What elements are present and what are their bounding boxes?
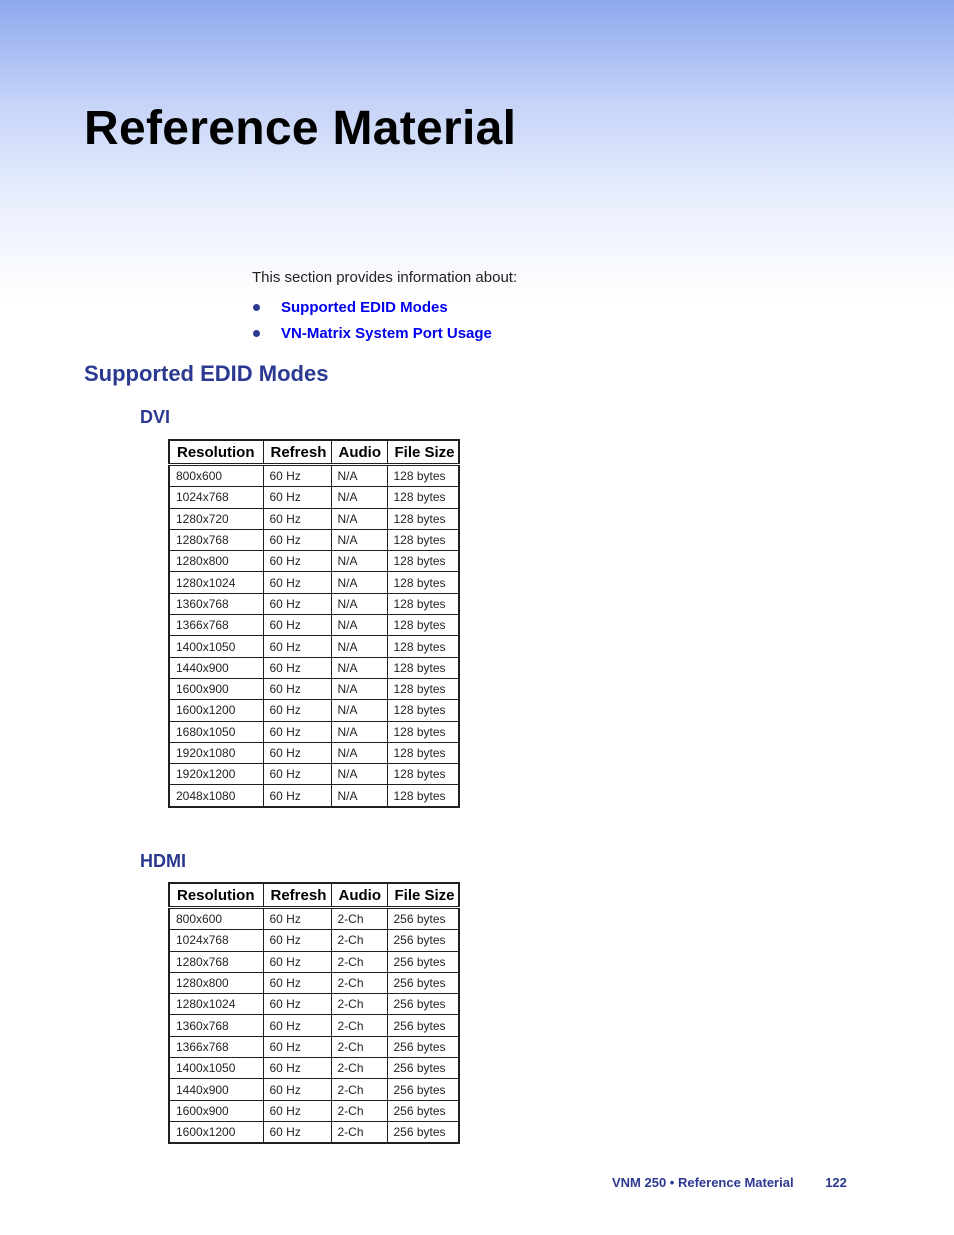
cell-refresh: 60 Hz: [263, 700, 331, 721]
cell-file-size: 128 bytes: [387, 764, 459, 785]
cell-audio: N/A: [331, 551, 387, 572]
header-audio: Audio: [331, 440, 387, 465]
cell-audio: 2-Ch: [331, 1036, 387, 1057]
cell-file-size: 128 bytes: [387, 742, 459, 763]
cell-refresh: 60 Hz: [263, 551, 331, 572]
hdmi-heading: HDMI: [140, 851, 186, 871]
cell-refresh: 60 Hz: [263, 785, 331, 807]
cell-refresh: 60 Hz: [263, 1121, 331, 1143]
cell-refresh: 60 Hz: [263, 1100, 331, 1121]
cell-refresh: 60 Hz: [263, 636, 331, 657]
header-refresh: Refresh: [263, 440, 331, 465]
cell-refresh: 60 Hz: [263, 930, 331, 951]
table-row: [169, 721, 459, 742]
intro-text: This section provides information about:: [252, 269, 518, 286]
cell-resolution: 800x600: [169, 908, 263, 930]
cell-resolution: 1360x768: [169, 593, 263, 614]
table-row: [169, 994, 459, 1015]
cell-file-size: 128 bytes: [387, 785, 459, 807]
bullet-icon: [253, 304, 260, 311]
cell-audio: 2-Ch: [331, 930, 387, 951]
cell-refresh: 60 Hz: [263, 465, 331, 487]
table-row: [169, 551, 459, 572]
table-row: [169, 908, 459, 930]
cell-refresh: 60 Hz: [263, 951, 331, 972]
cell-resolution: 800x600: [169, 465, 263, 487]
cell-resolution: 1280x1024: [169, 994, 263, 1015]
table-row: [169, 1121, 459, 1143]
list-item: [252, 320, 492, 346]
cell-file-size: 256 bytes: [387, 1079, 459, 1100]
header-refresh: Refresh: [263, 883, 331, 908]
table-row: [169, 1100, 459, 1121]
table-row: [169, 951, 459, 972]
cell-file-size: 128 bytes: [387, 615, 459, 636]
table-row: [169, 930, 459, 951]
cell-resolution: 1440x900: [169, 1079, 263, 1100]
cell-file-size: 128 bytes: [387, 721, 459, 742]
cell-resolution: 1680x1050: [169, 721, 263, 742]
bullet-icon: [253, 330, 260, 337]
cell-resolution: 1366x768: [169, 615, 263, 636]
header-resolution: Resolution: [169, 440, 263, 465]
cell-audio: N/A: [331, 657, 387, 678]
cell-file-size: 256 bytes: [387, 1121, 459, 1143]
cell-refresh: 60 Hz: [263, 593, 331, 614]
table-row: [169, 1079, 459, 1100]
header-file-size: File Size: [387, 440, 459, 465]
table-row: [169, 572, 459, 593]
cell-audio: N/A: [331, 593, 387, 614]
table-row: [169, 678, 459, 699]
cell-file-size: 128 bytes: [387, 487, 459, 508]
cell-refresh: 60 Hz: [263, 1036, 331, 1057]
cell-file-size: 256 bytes: [387, 972, 459, 993]
cell-audio: N/A: [331, 742, 387, 763]
cell-file-size: 256 bytes: [387, 951, 459, 972]
cell-resolution: 1920x1080: [169, 742, 263, 763]
cell-resolution: 1920x1200: [169, 764, 263, 785]
table-row: [169, 615, 459, 636]
cell-audio: 2-Ch: [331, 951, 387, 972]
cell-audio: 2-Ch: [331, 972, 387, 993]
cell-refresh: 60 Hz: [263, 508, 331, 529]
table-row: [169, 1015, 459, 1036]
cell-audio: N/A: [331, 572, 387, 593]
cell-file-size: 256 bytes: [387, 994, 459, 1015]
page-number: 122: [825, 1175, 847, 1190]
cell-resolution: 1280x800: [169, 972, 263, 993]
cell-audio: 2-Ch: [331, 908, 387, 930]
cell-resolution: 1440x900: [169, 657, 263, 678]
hdmi-edid-table: [168, 882, 460, 1144]
cell-file-size: 256 bytes: [387, 1015, 459, 1036]
cell-resolution: 1600x900: [169, 678, 263, 699]
table-header-row: [169, 883, 459, 908]
cell-refresh: 60 Hz: [263, 742, 331, 763]
topic-list: [252, 294, 492, 346]
cell-resolution: 1280x768: [169, 529, 263, 550]
table-row: [169, 636, 459, 657]
cell-file-size: 256 bytes: [387, 1100, 459, 1121]
cell-refresh: 60 Hz: [263, 908, 331, 930]
header-file-size: File Size: [387, 883, 459, 908]
table-row: [169, 657, 459, 678]
cell-refresh: 60 Hz: [263, 487, 331, 508]
table-row: [169, 972, 459, 993]
cell-resolution: 1280x800: [169, 551, 263, 572]
cell-refresh: 60 Hz: [263, 764, 331, 785]
table-row: [169, 742, 459, 763]
cell-resolution: 1400x1050: [169, 1058, 263, 1079]
cell-audio: N/A: [331, 700, 387, 721]
cell-file-size: 128 bytes: [387, 593, 459, 614]
cell-refresh: 60 Hz: [263, 678, 331, 699]
cell-resolution: 1280x1024: [169, 572, 263, 593]
table-header-row: [169, 440, 459, 465]
table-row: [169, 785, 459, 807]
cell-audio: 2-Ch: [331, 1058, 387, 1079]
table-row: [169, 593, 459, 614]
cell-resolution: 1024x768: [169, 930, 263, 951]
cell-resolution: 1280x768: [169, 951, 263, 972]
cell-file-size: 128 bytes: [387, 465, 459, 487]
cell-file-size: 128 bytes: [387, 636, 459, 657]
cell-file-size: 128 bytes: [387, 508, 459, 529]
cell-file-size: 128 bytes: [387, 678, 459, 699]
cell-file-size: 256 bytes: [387, 930, 459, 951]
cell-audio: 2-Ch: [331, 994, 387, 1015]
cell-refresh: 60 Hz: [263, 615, 331, 636]
cell-file-size: 128 bytes: [387, 657, 459, 678]
cell-resolution: 1280x720: [169, 508, 263, 529]
cell-resolution: 1360x768: [169, 1015, 263, 1036]
cell-refresh: 60 Hz: [263, 1015, 331, 1036]
page-title: Reference Material: [84, 102, 517, 155]
cell-audio: N/A: [331, 615, 387, 636]
table-row: [169, 700, 459, 721]
cell-audio: 2-Ch: [331, 1121, 387, 1143]
page-footer: [612, 1175, 847, 1190]
cell-file-size: 128 bytes: [387, 572, 459, 593]
table-row: [169, 465, 459, 487]
table-row: [169, 1058, 459, 1079]
cell-refresh: 60 Hz: [263, 1058, 331, 1079]
header-audio: Audio: [331, 883, 387, 908]
table-row: [169, 1036, 459, 1057]
cell-audio: N/A: [331, 721, 387, 742]
cell-file-size: 256 bytes: [387, 908, 459, 930]
cell-audio: N/A: [331, 764, 387, 785]
cell-file-size: 128 bytes: [387, 529, 459, 550]
cell-resolution: 1366x768: [169, 1036, 263, 1057]
cell-resolution: 1600x1200: [169, 1121, 263, 1143]
cell-audio: 2-Ch: [331, 1100, 387, 1121]
cell-audio: N/A: [331, 636, 387, 657]
cell-audio: N/A: [331, 529, 387, 550]
cell-resolution: 1400x1050: [169, 636, 263, 657]
cell-audio: 2-Ch: [331, 1015, 387, 1036]
cell-refresh: 60 Hz: [263, 721, 331, 742]
cell-refresh: 60 Hz: [263, 972, 331, 993]
cell-audio: N/A: [331, 465, 387, 487]
cell-audio: N/A: [331, 508, 387, 529]
table-row: [169, 764, 459, 785]
section-heading: Supported EDID Modes: [84, 361, 329, 386]
cell-refresh: 60 Hz: [263, 1079, 331, 1100]
cell-file-size: 256 bytes: [387, 1036, 459, 1057]
link-port-usage[interactable]: VN-Matrix System Port Usage: [281, 324, 492, 342]
dvi-heading: DVI: [140, 407, 171, 427]
cell-file-size: 128 bytes: [387, 700, 459, 721]
cell-file-size: 256 bytes: [387, 1058, 459, 1079]
header-resolution: Resolution: [169, 883, 263, 908]
table-row: [169, 487, 459, 508]
cell-resolution: 1024x768: [169, 487, 263, 508]
cell-refresh: 60 Hz: [263, 994, 331, 1015]
table-row: [169, 529, 459, 550]
link-supported-edid-modes[interactable]: Supported EDID Modes: [281, 298, 448, 316]
cell-resolution: 1600x1200: [169, 700, 263, 721]
footer-doc-title: VNM 250 • Reference Material: [612, 1175, 794, 1190]
cell-audio: 2-Ch: [331, 1079, 387, 1100]
cell-audio: N/A: [331, 487, 387, 508]
cell-refresh: 60 Hz: [263, 529, 331, 550]
cell-audio: N/A: [331, 785, 387, 807]
cell-resolution: 2048x1080: [169, 785, 263, 807]
dvi-edid-table: [168, 439, 460, 808]
cell-refresh: 60 Hz: [263, 572, 331, 593]
cell-audio: N/A: [331, 678, 387, 699]
cell-refresh: 60 Hz: [263, 657, 331, 678]
cell-file-size: 128 bytes: [387, 551, 459, 572]
list-item: [252, 294, 492, 320]
cell-resolution: 1600x900: [169, 1100, 263, 1121]
table-row: [169, 508, 459, 529]
